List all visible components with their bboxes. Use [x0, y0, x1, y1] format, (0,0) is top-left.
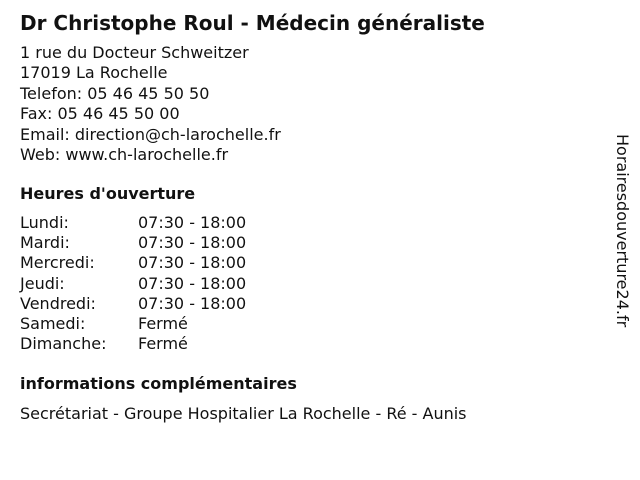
opening-hours-list [20, 213, 246, 354]
hours-day: Mercredi: [20, 253, 95, 273]
address-city: 17019 La Rochelle [20, 63, 168, 83]
hours-row-tuesday [20, 233, 246, 253]
additional-info-text: Secrétariat - Groupe Hospitalier La Rochelle - Ré - Aunis [20, 404, 467, 423]
additional-info-heading: informations complémentaires [20, 374, 297, 393]
site-watermark: Horairesdouverture24.fr [613, 134, 632, 328]
website-address: Web: www.ch-larochelle.fr [20, 145, 229, 165]
contact-block [20, 43, 281, 165]
hours-time: 07:30 - 18:00 [138, 273, 247, 293]
email-address: Email: direction@ch-larochelle.fr [20, 124, 281, 144]
hours-day: Jeudi: [20, 273, 65, 293]
page-title: Dr Christophe Roul - Médecin généraliste [20, 11, 485, 35]
hours-row-monday [20, 213, 246, 233]
hours-row-sunday [20, 334, 246, 354]
hours-row-thursday [20, 274, 246, 294]
hours-time: 07:30 - 18:00 [138, 293, 247, 313]
address-street: 1 rue du Docteur Schweitzer [20, 43, 249, 62]
hours-row-wednesday [20, 253, 246, 273]
hours-time: 07:30 - 18:00 [138, 213, 247, 232]
phone-number: Telefon: 05 46 45 50 50 [20, 83, 210, 103]
hours-time: 07:30 - 18:00 [138, 233, 247, 253]
hours-day: Lundi: [20, 213, 69, 232]
hours-time: Fermé [138, 314, 188, 334]
fax-number: Fax: 05 46 45 50 00 [20, 104, 180, 124]
hours-day: Dimanche: [20, 334, 107, 354]
opening-hours-heading: Heures d'ouverture [20, 184, 196, 203]
hours-day: Mardi: [20, 233, 70, 253]
hours-day: Vendredi: [20, 293, 96, 313]
hours-time: 07:30 - 18:00 [138, 253, 247, 273]
hours-row-friday [20, 294, 246, 314]
hours-time: Fermé [138, 334, 188, 354]
hours-day: Samedi: [20, 314, 86, 334]
hours-row-saturday [20, 314, 246, 334]
